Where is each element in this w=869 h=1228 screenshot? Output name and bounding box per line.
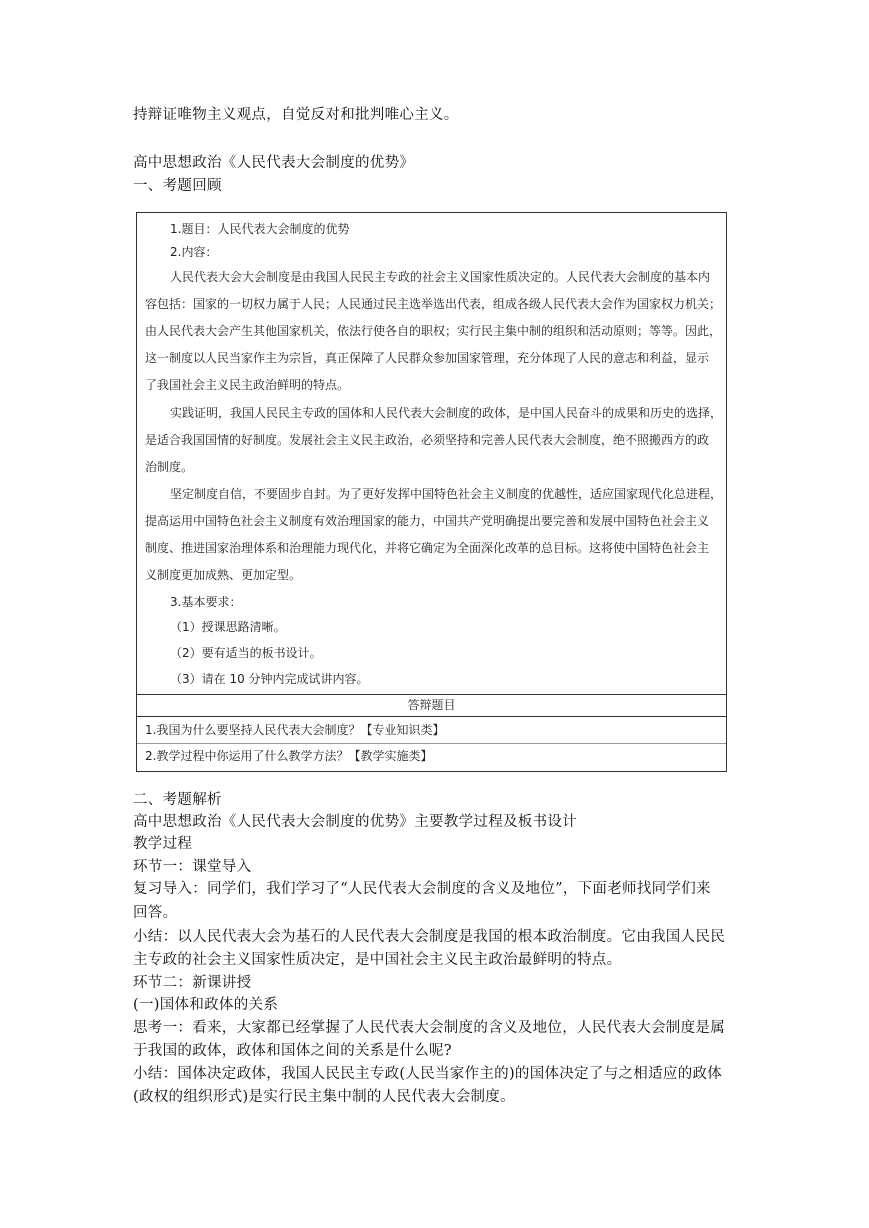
question-item: 1.我国为什么要坚持人民代表大会制度？【专业知识类】 — [145, 723, 445, 737]
section-title: 高中思想政治《人民代表大会制度的优势》 — [133, 155, 415, 171]
exam-line: （1）授课思路清晰。 — [170, 620, 286, 634]
body-line: 小结：以人民代表大会为基石的人民代表大会制度是我国的根本政治制度。它由我国人民民 — [133, 929, 725, 945]
exam-line: 1.题目：人民代表大会制度的优势 — [170, 222, 350, 236]
body-line: 于我国的政体，政体和国体之间的关系是什么呢? — [133, 1043, 452, 1059]
exam-line: 实践证明，我国人民民主专政的国体和人民代表大会制度的政体，是中国人民奋斗的成果和历史的选择， — [170, 406, 723, 420]
exam-line: 容包括：国家的一切权力属于人民；人民通过民主选举选出代表，组成各级人民代表大会作为国家权力机关； — [145, 297, 722, 311]
body-line: 思考一：看来，大家都已经掌握了人民代表大会制度的含义及地位，人民代表大会制度是属 — [133, 1020, 725, 1036]
exam-line: 这一制度以人民当家作主为宗旨，真正保障了人民群众参加国家管理，充分体现了人民的意志和利益，显示 — [145, 351, 710, 365]
body-line: 环节二：新课讲授 — [133, 975, 252, 991]
exam-line: （2）要有适当的板书设计。 — [170, 646, 322, 660]
exam-line: 3.基本要求： — [170, 595, 242, 609]
exam-line: 了我国社会主义民主政治鲜明的特点。 — [145, 378, 350, 392]
body-line: 高中思想政治《人民代表大会制度的优势》主要教学过程及板书设计 — [133, 814, 577, 830]
part1-heading: 一、考题回顾 — [133, 178, 222, 194]
exam-line: 制度、推进国家治理体系和治理能力现代化，并将它确定为全面深化改革的总目标。这将使中国特色社会主 — [145, 541, 710, 555]
question-item: 2.教学过程中你运用了什么教学方法？【教学实施类】 — [145, 749, 433, 763]
body-line: 环节一：课堂导入 — [133, 859, 252, 875]
body-line: 二、考题解析 — [133, 792, 222, 808]
body-line: 教学过程 — [133, 836, 193, 852]
body-line: (一)国体和政体的关系 — [133, 997, 279, 1013]
exam-line: 坚定制度自信，不要固步自封。为了更好发挥中国特色社会主义制度的优越性，适应国家现代化总进程， — [170, 487, 723, 501]
exam-line: 由人民代表大会产生其他国家机关，依法行使各自的职权；实行民主集中制的组织和活动原则；等等。因此， — [145, 324, 722, 338]
exam-question-box — [136, 212, 727, 772]
body-line: 回答。 — [133, 905, 178, 921]
question-divider — [137, 743, 726, 744]
body-line: 复习导入：同学们，我们学习了“人民代表大会制度的含义及地位”，下面老师找同学们来 — [133, 881, 711, 897]
exam-line: （3）请在 10 分钟内完成试讲内容。 — [170, 672, 369, 686]
top-line: 持辩证唯物主义观点，自觉反对和批判唯心主义。 — [133, 107, 459, 123]
exam-line: 2.内容： — [170, 245, 218, 259]
exam-line: 义制度更加成熟、更加定型。 — [145, 568, 302, 582]
exam-line: 提高运用中国特色社会主义制度有效治理国家的能力，中国共产党明确提出要完善和发展中国特色社会主义 — [145, 514, 710, 528]
exam-line: 是适合我国国情的好制度。发展社会主义民主政治，必须坚持和完善人民代表大会制度，绝不照搬西方的政 — [145, 433, 710, 447]
exam-line: 治制度。 — [145, 460, 194, 474]
body-line: (政权的组织形式)是实行民主集中制的人民代表大会制度。 — [133, 1089, 515, 1105]
exam-content — [137, 213, 726, 694]
answer-header: 答辩题目 — [137, 694, 726, 717]
exam-line: 人民代表大会大会制度是由我国人民民主专政的社会主义国家性质决定的。人民代表大会制度的基本内 — [170, 270, 711, 284]
body-line: 主专政的社会主义国家性质决定，是中国社会主义民主政治最鲜明的特点。 — [133, 952, 622, 968]
body-line: 小结：国体决定政体，我国人民民主专政(人民当家作主的)的国体决定了与之相适应的政体 — [133, 1066, 723, 1082]
